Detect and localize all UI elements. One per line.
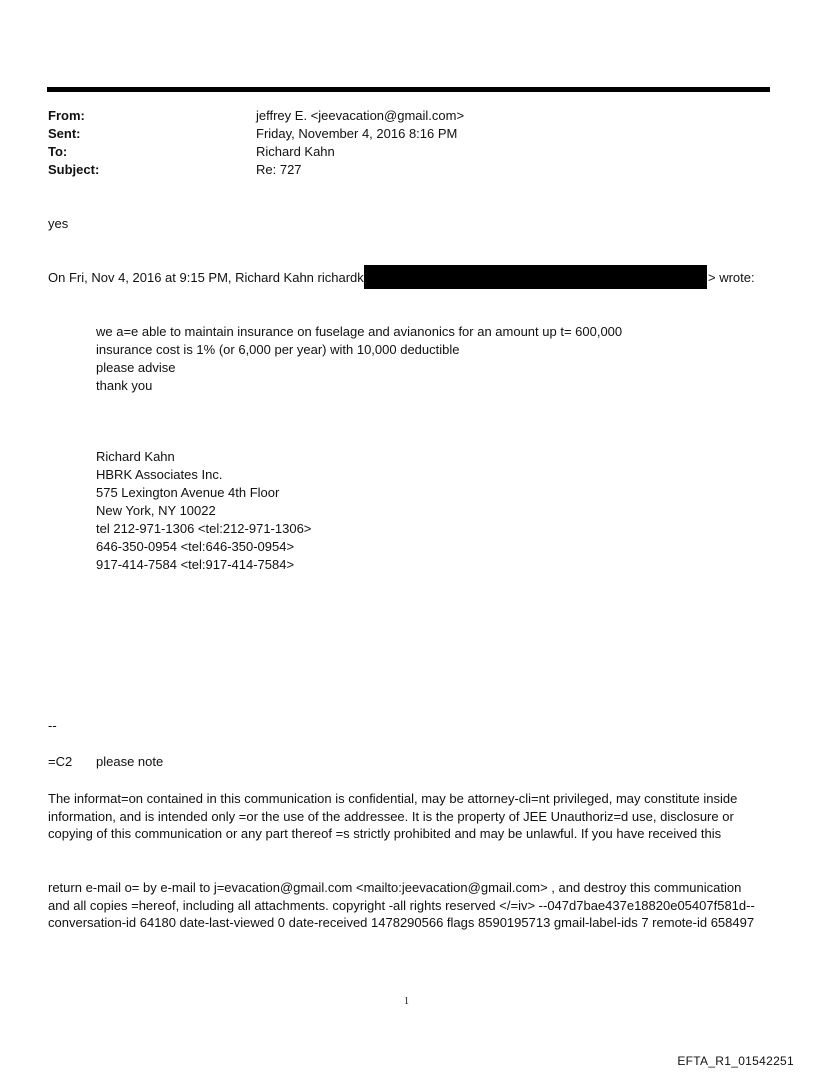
signature-line: 575 Lexington Avenue 4th Floor — [96, 485, 280, 500]
quote-intro-end: > wrote: — [708, 270, 755, 285]
signature-line: 646-350-0954 <tel:646-350-0954> — [96, 539, 295, 554]
note-text: please note — [96, 754, 164, 769]
signature-line: HBRK Associates Inc. — [96, 467, 223, 482]
document-id: EFTA_R1_01542251 — [677, 1054, 794, 1068]
reply-text: yes — [48, 216, 69, 231]
redaction-block — [364, 265, 707, 289]
signature-line: 917-414-7584 <tel:917-414-7584> — [96, 557, 295, 572]
disclaimer-paragraph-2: return e-mail o= by e-mail to j=evacation@gmail.com <mailto:jeevacation@gmail.com> , and destroy this communication and all copies =hereof, including all attachments. copyright -all rights reserved </=iv> --047d7bae437e18820e05407f581d-- conversation-id 64180 date-last-viewed 0 date-received 1478290566 flags 8590195713 gmail-label-ids 7 remote-id 658497 — [48, 880, 755, 930]
quoted-line: we a=e able to maintain insurance on fuselage and avianonics for an amount up t= 600,000 — [96, 324, 623, 339]
quoted-line: please advise — [96, 360, 176, 375]
page-number: 1 — [404, 996, 409, 1007]
quote-intro: On Fri, Nov 4, 2016 at 9:15 PM, Richard Kahn richardk — [48, 270, 364, 285]
header-rule — [47, 87, 770, 92]
separator: -- — [48, 718, 57, 733]
signature-line: New York, NY 10022 — [96, 503, 216, 518]
disclaimer-paragraph-1: The informat=on contained in this communication is confidential, may be attorney-cli=nt privileged, may constitute inside information, and is intended only =or the use of the addressee. It is the property of JEE Unauthoriz=d use, disclosure or copying of this communication or any part thereof =s strictly prohibited and may be unlawful. If you have received this — [48, 791, 738, 841]
to-value: Richard Kahn — [256, 144, 335, 159]
quoted-line: thank you — [96, 378, 153, 393]
note-code: =C2 — [48, 754, 73, 769]
subject-value: Re: 727 — [256, 162, 302, 177]
subject-label: Subject: — [48, 162, 100, 177]
signature-line: Richard Kahn — [96, 449, 175, 464]
signature-line: tel 212-971-1306 <tel:212-971-1306> — [96, 521, 312, 536]
from-value: jeffrey E. <jeevacation@gmail.com> — [256, 108, 465, 123]
from-label: From: — [48, 108, 85, 123]
to-label: To: — [48, 144, 68, 159]
sent-value: Friday, November 4, 2016 8:16 PM — [256, 126, 458, 141]
sent-label: Sent: — [48, 126, 81, 141]
quoted-line: insurance cost is 1% (or 6,000 per year) with 10,000 deductible — [96, 342, 460, 357]
